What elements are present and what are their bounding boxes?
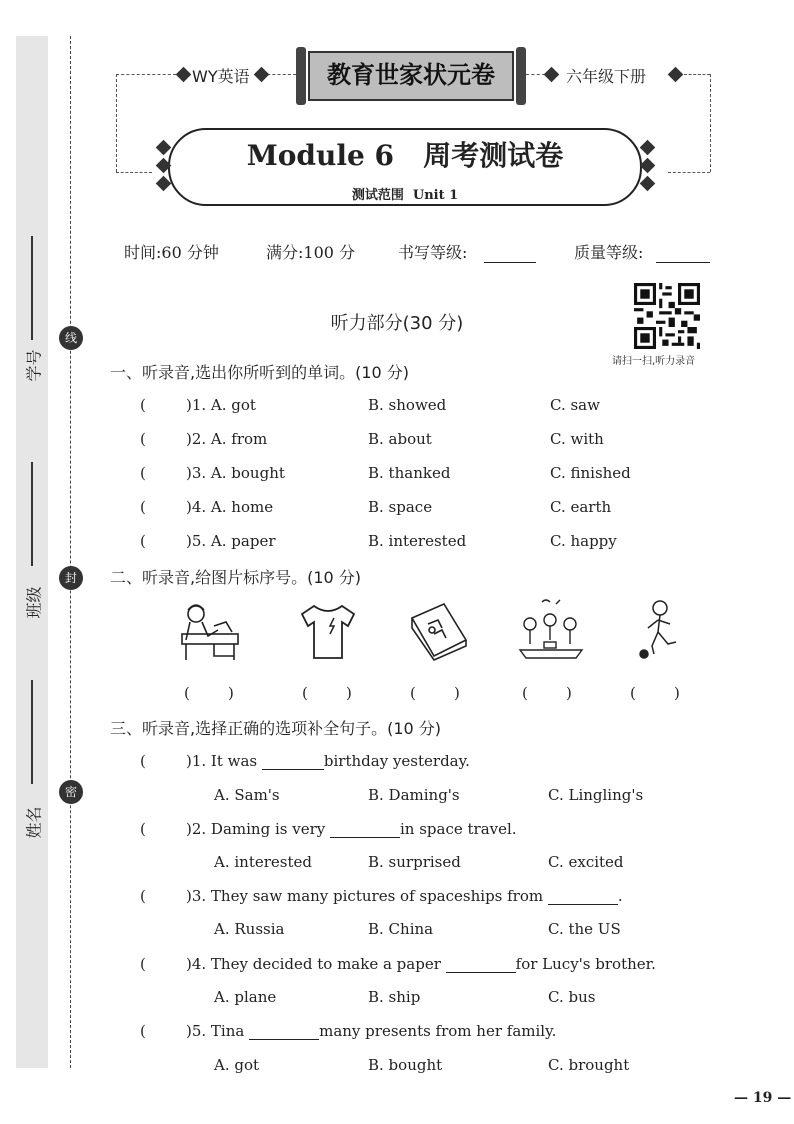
header-dash-left-bottom — [116, 172, 152, 173]
brand-scroll — [296, 47, 526, 105]
option-a: )3. A. bought — [186, 464, 285, 482]
option-c: C. excited — [548, 853, 624, 871]
picture-blank-2[interactable]: ( ) — [302, 684, 352, 702]
option-b: B. space — [368, 498, 433, 516]
diamond-icon — [544, 67, 560, 83]
option-c: C. the US — [548, 920, 621, 938]
option-c: C. bus — [548, 988, 596, 1006]
option-c: C. earth — [550, 498, 612, 516]
subject-label: WY英语 — [192, 67, 250, 86]
answer-paren[interactable]: ( — [140, 887, 146, 905]
option-a: )2. A. from — [186, 430, 268, 448]
option-c: C. saw — [550, 396, 600, 414]
listening-part-title: 听力部分(30 分) — [330, 313, 464, 334]
option-a: A. got — [214, 1056, 260, 1074]
header-dash-left — [116, 74, 176, 75]
option-b: B. ship — [368, 988, 421, 1006]
fill-blank — [446, 958, 516, 973]
writing-grade-label: 书写等级: — [398, 243, 468, 262]
option-b: B. China — [368, 920, 434, 938]
class-line — [31, 462, 33, 566]
option-c: C. brought — [548, 1056, 630, 1074]
question-stem: )1. It was birthday yesterday. — [186, 752, 470, 770]
answer-paren[interactable]: ( — [140, 1022, 146, 1040]
option-a: A. plane — [214, 988, 277, 1006]
section2-title: 二、听录音,给图片标序号。(10 分) — [110, 568, 362, 587]
option-a: )1. A. got — [186, 396, 256, 414]
option-c: C. finished — [550, 464, 631, 482]
diamond-icon — [254, 67, 270, 83]
fill-blank — [262, 755, 324, 770]
option-b: B. about — [368, 430, 432, 448]
name-label: 姓名 — [24, 806, 44, 839]
student-id-label: 学号 — [24, 349, 44, 382]
answer-paren[interactable]: ( — [140, 820, 146, 838]
test-title: Module 6 周考测试卷 — [246, 139, 564, 172]
answer-paren[interactable]: ( — [140, 532, 146, 550]
option-b: B. showed — [368, 396, 447, 414]
picture-blank-5[interactable]: ( ) — [630, 684, 680, 702]
diamond-icon — [640, 140, 656, 156]
binding-dashed-line — [70, 36, 71, 1068]
option-a: )5. A. paper — [186, 532, 276, 550]
option-b: B. surprised — [368, 853, 461, 871]
option-a: A. Russia — [214, 920, 285, 938]
fill-blank — [330, 823, 400, 838]
quality-grade-label: 质量等级: — [574, 243, 644, 262]
seal-mi: 密 — [59, 780, 83, 804]
diamond-icon — [640, 158, 656, 174]
full-score-info: 满分:100 分 — [266, 243, 356, 262]
section3-title: 三、听录音,选择正确的选项补全句子。(10 分) — [110, 719, 442, 738]
header-dash-right — [684, 74, 710, 75]
section1-title: 一、听录音,选出你所听到的单词。(10 分) — [110, 363, 410, 382]
diamond-icon — [640, 176, 656, 192]
answer-paren[interactable]: ( — [140, 430, 146, 448]
picture-blank-1[interactable]: ( ) — [184, 684, 234, 702]
option-b: B. thanked — [368, 464, 451, 482]
option-b: B. interested — [368, 532, 467, 550]
answer-paren[interactable]: ( — [140, 498, 146, 516]
header-vdash-right — [710, 74, 711, 172]
question-stem: )3. They saw many pictures of spaceships from . — [186, 887, 623, 905]
question-stem: )5. Tina many presents from her family. — [186, 1022, 557, 1040]
qr-caption: 请扫一扫,听力录音 — [612, 356, 696, 367]
seal-feng: 封 — [59, 566, 83, 590]
option-c: C. Lingling's — [548, 786, 644, 804]
seal-xian: 线 — [59, 326, 83, 350]
page-number: — 19 — — [734, 1090, 792, 1106]
boy-football-icon — [624, 598, 694, 660]
picture-blank-4[interactable]: ( ) — [522, 684, 572, 702]
test-scope: 测试范围 Unit 1 — [351, 188, 459, 203]
grade-label: 六年级下册 — [566, 67, 647, 86]
book-icon — [404, 600, 474, 662]
header-vdash-left — [116, 74, 117, 172]
answer-paren[interactable]: ( — [140, 396, 146, 414]
option-a: )4. A. home — [186, 498, 274, 516]
question-stem: )4. They decided to make a paper for Lucy's brother. — [186, 955, 656, 973]
option-c: C. happy — [550, 532, 617, 550]
option-b: B. Daming's — [368, 786, 460, 804]
t-shirt-icon — [292, 600, 362, 662]
option-c: C. with — [550, 430, 604, 448]
option-b: B. bought — [368, 1056, 443, 1074]
header-dash-right-bottom — [668, 172, 710, 173]
name-line — [31, 680, 33, 784]
quality-grade-blank[interactable] — [656, 248, 710, 263]
diamond-icon — [668, 67, 684, 83]
class-label: 班级 — [24, 586, 44, 619]
option-a: A. Sam's — [214, 786, 280, 804]
writing-grade-blank[interactable] — [484, 248, 536, 263]
fill-blank — [249, 1025, 319, 1040]
picture-blank-3[interactable]: ( ) — [410, 684, 460, 702]
answer-paren[interactable]: ( — [140, 752, 146, 770]
girl-at-desk-icon — [174, 600, 244, 662]
children-picnic-icon — [516, 598, 586, 660]
answer-paren[interactable]: ( — [140, 464, 146, 482]
question-stem: )2. Daming is very in space travel. — [186, 820, 517, 838]
diamond-icon — [176, 67, 192, 83]
answer-paren[interactable]: ( — [140, 955, 146, 973]
brand-title: 教育世家状元卷 — [327, 61, 495, 89]
fill-blank — [548, 890, 618, 905]
option-a: A. interested — [214, 853, 312, 871]
time-info: 时间:60 分钟 — [124, 243, 219, 262]
